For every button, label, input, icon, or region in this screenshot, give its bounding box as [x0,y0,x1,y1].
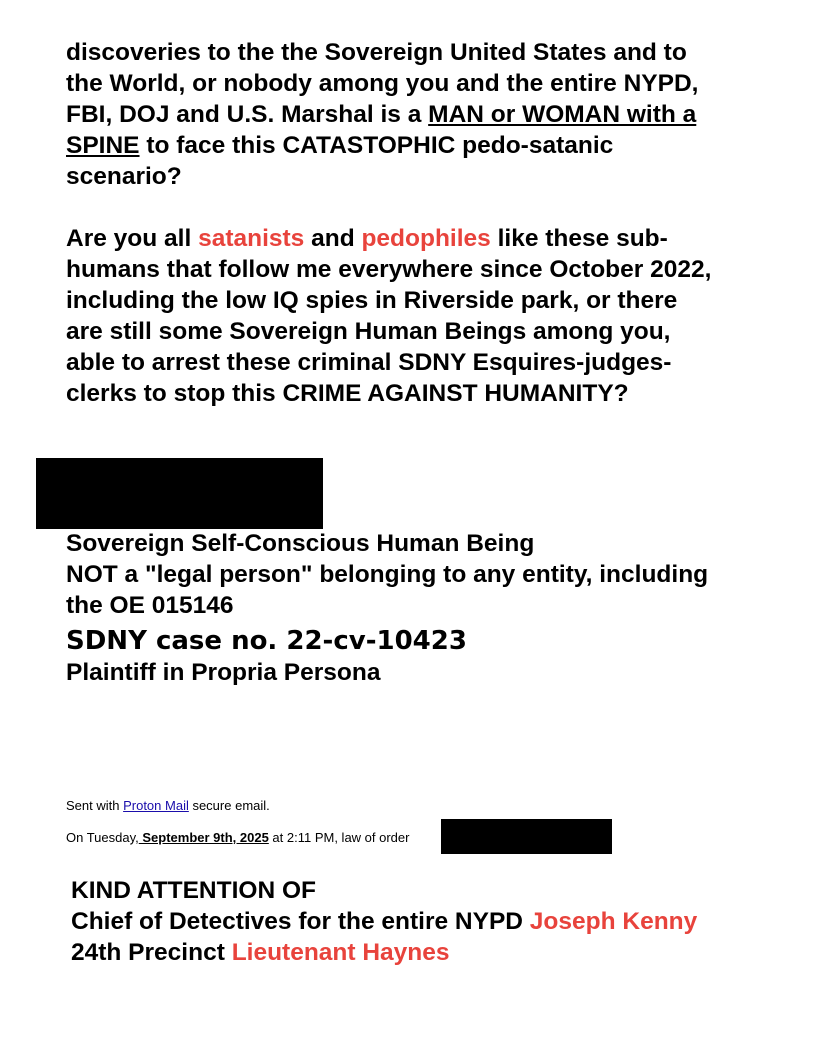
text-line: including the low IQ spies in Riverside park, or there [66,287,678,314]
text-segment: and [304,225,362,252]
attention-heading: KIND ATTENTION OF [71,877,316,904]
attention-block [71,875,697,968]
sent-with-line [66,798,270,814]
text-line: the World, or nobody among you and the entire NYPD, [66,70,699,97]
highlighted-word: satanists [198,225,305,252]
text-segment: like these sub- [490,225,668,252]
text-segment: Chief of Detectives for the entire NYPD [71,908,530,935]
paragraph-2 [66,223,786,409]
text-segment: Are you all [66,225,199,252]
highlighted-name: Joseph Kenny [529,908,698,935]
text-segment: Sent with [66,798,124,813]
text-line: clerks to stop this CRIME AGAINST HUMANITY? [66,380,629,407]
text-line: are still some Sovereign Human Beings among you, [66,318,671,345]
underlined-phrase: MAN or WOMAN with a [428,101,697,128]
text-line: humans that follow me everywhere since October 2022, [66,256,712,283]
highlighted-name: Lieutenant Haynes [231,939,450,966]
text-segment: to face this CATASTOPHIC pedo-satanic [139,132,614,159]
text-segment: secure email. [188,798,270,813]
text-line [66,223,786,254]
text-segment: 24th Precinct [71,939,232,966]
text-line: scenario? [66,163,182,190]
text-segment: On Tuesday, [66,830,139,845]
text-line [71,906,697,937]
plaintiff-role: Plaintiff in Propria Persona [66,659,381,686]
signature-line: NOT a "legal person" belonging to any entity, including [66,561,709,588]
signature-line: the OE 015146 [66,592,234,619]
case-number: SDNY case no. 22-cv-10423 [66,626,467,656]
text-line [66,99,786,130]
redaction-block [441,819,612,854]
text-segment: FBI, DOJ and U.S. Marshal is a [66,101,429,128]
text-line: discoveries to the the Sovereign United States and to [66,39,687,66]
text-line: able to arrest these criminal SDNY Esquires-judges- [66,349,672,376]
text-line [71,937,697,968]
text-line [66,130,786,161]
text-segment: at 2:11 PM, law of order [268,830,414,845]
redaction-block [36,458,323,529]
signature-block [66,528,786,621]
email-date: September 9th, 2025 [138,830,269,845]
proton-mail-link[interactable]: Proton Mail [123,798,189,813]
signature-line: Sovereign Self-Conscious Human Being [66,530,535,557]
underlined-phrase: SPINE [66,132,140,159]
paragraph-1 [66,37,786,192]
highlighted-word: pedophiles [361,225,491,252]
